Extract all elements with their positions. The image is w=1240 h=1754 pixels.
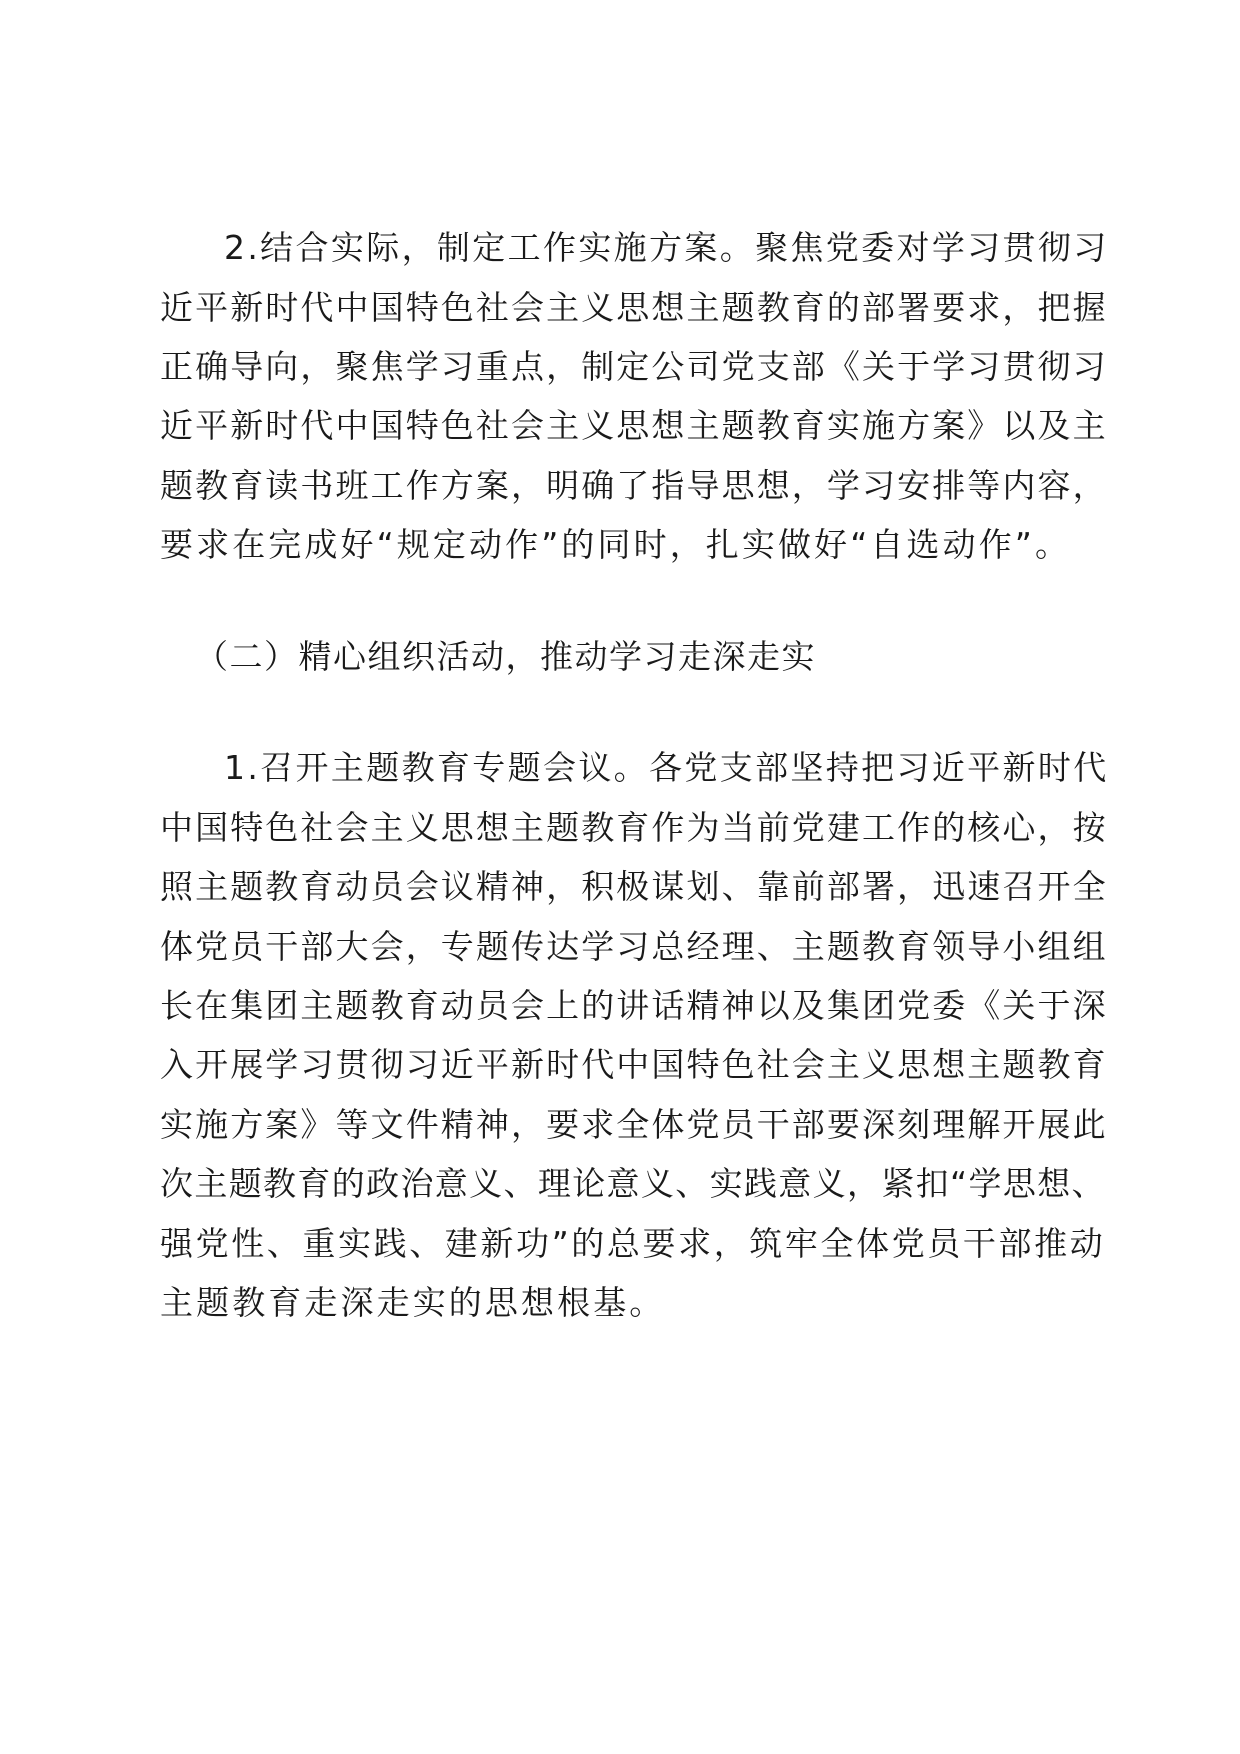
text-line: 近平新时代中国特色社会主义思想主题教育的部署要求，把握: [160, 288, 1108, 327]
text-line: 长在集团主题教育动员会上的讲话精神以及集团党委《关于深: [160, 986, 1108, 1025]
text-line: 实施方案》等文件精神，要求全体党员干部要深刻理解开展此: [160, 1105, 1108, 1144]
text-line: 要求在完成好“规定动作”的同时，扎实做好“自选动作”。: [160, 525, 1072, 564]
text-line: 题教育读书班工作方案，明确了指导思想，学习安排等内容，: [160, 466, 1108, 505]
text-line: 正确导向，聚焦学习重点，制定公司党支部《关于学习贯彻习: [160, 347, 1108, 386]
text-line: 1.召开主题教育专题会议。各党支部坚持把习近平新时代: [224, 748, 1109, 787]
text-line: 入开展学习贯彻习近平新时代中国特色社会主义思想主题教育: [160, 1045, 1108, 1084]
text-line: 体党员干部大会，专题传达学习总经理、主题教育领导小组组: [160, 927, 1108, 966]
text-line: 2.结合实际，制定工作实施方案。聚焦党委对学习贯彻习: [224, 228, 1109, 267]
text-line: 强党性、重实践、建新功”的总要求，筑牢全体党员干部推动: [160, 1224, 1106, 1263]
text-line: 近平新时代中国特色社会主义思想主题教育实施方案》以及主: [160, 406, 1108, 445]
section-heading: （二）精心组织活动，推动学习走深走实: [195, 637, 816, 676]
text-line: 照主题教育动员会议精神，积极谋划、靠前部署，迅速召开全: [160, 867, 1108, 906]
text-line: 次主题教育的政治意义、理论意义、实践意义，紧扣“学思想、: [160, 1164, 1106, 1203]
text-line: 主题教育走深走实的思想根基。: [160, 1283, 666, 1322]
text-line: 中国特色社会主义思想主题教育作为当前党建工作的核心，按: [160, 808, 1108, 847]
